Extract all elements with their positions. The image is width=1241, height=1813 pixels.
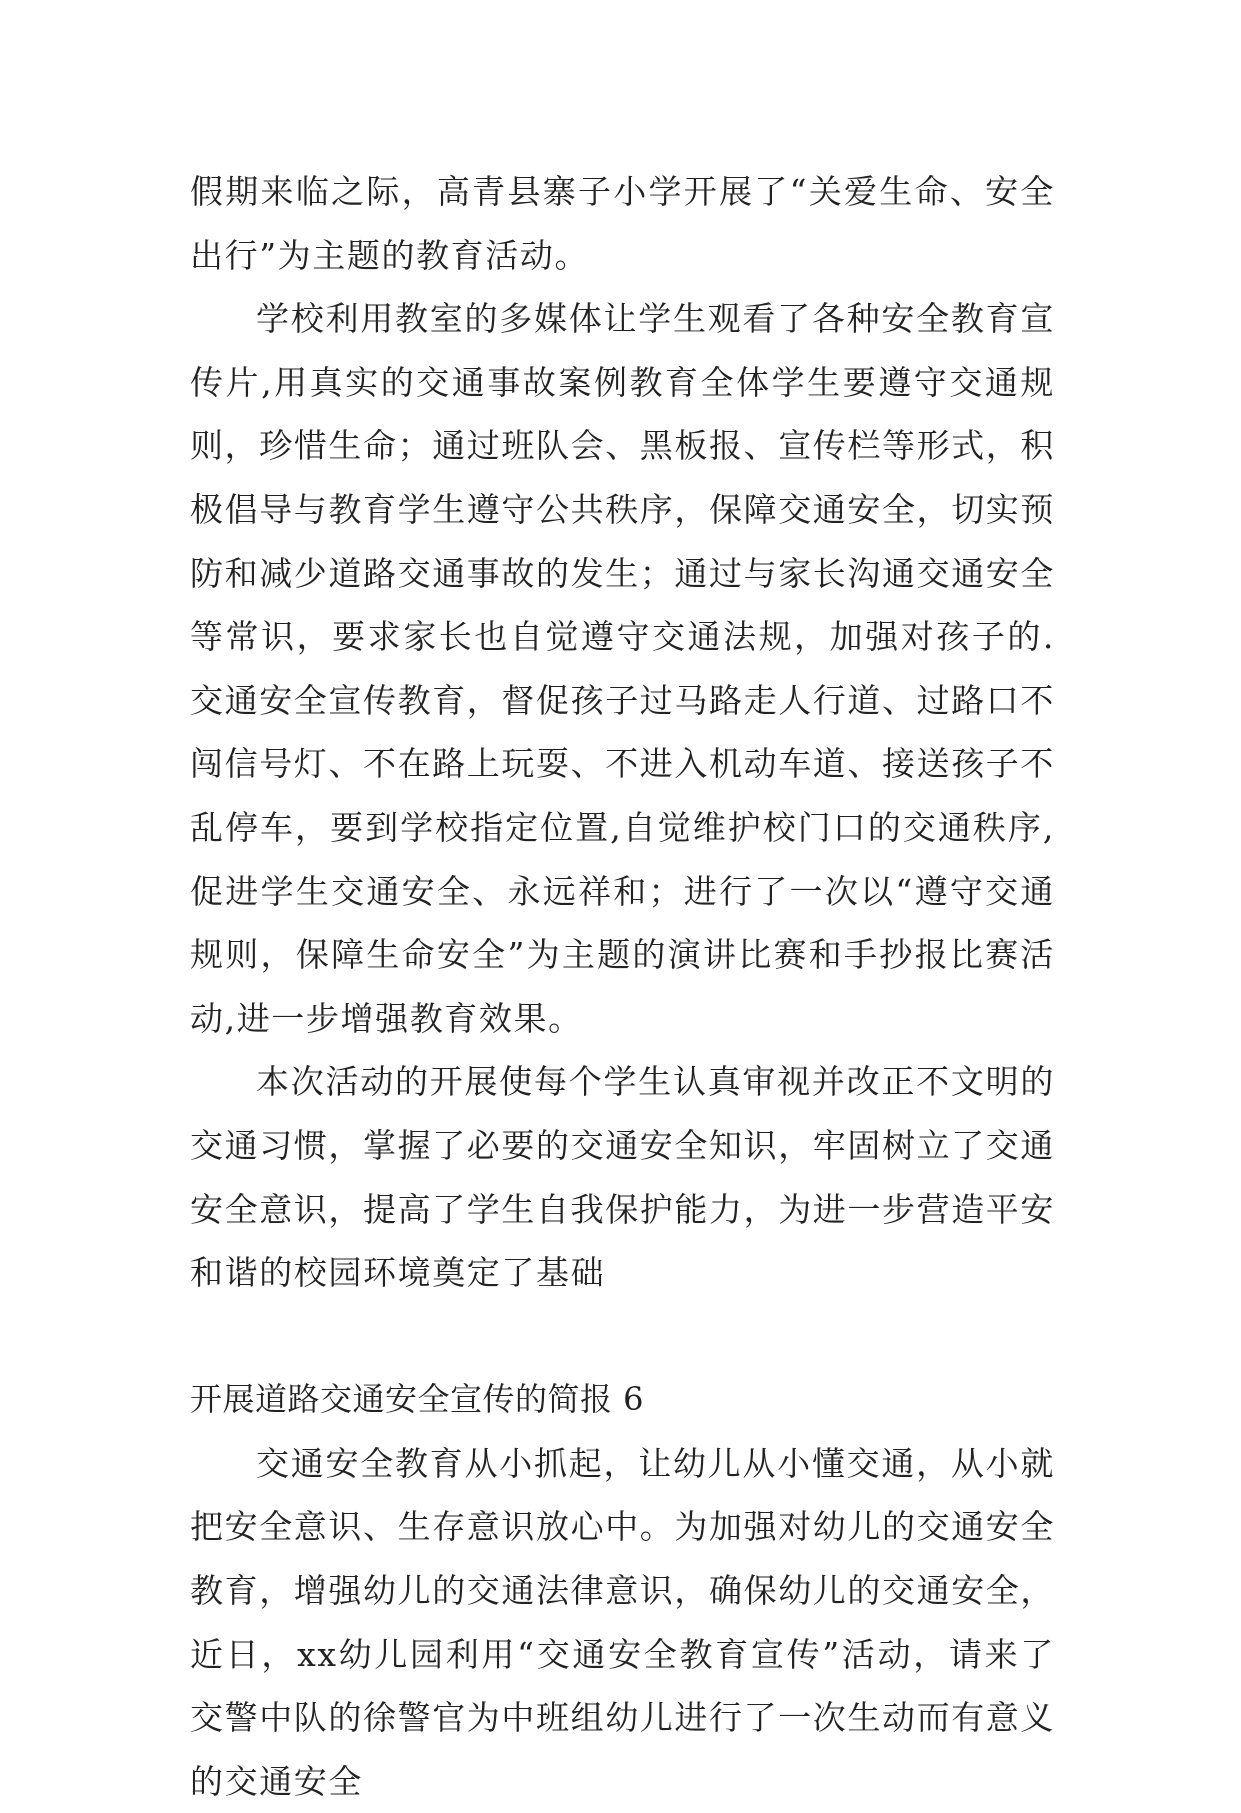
- paragraph-outcome: 本次活动的开展使每个学生认真审视并改正不文明的交通习惯，掌握了必要的交通安全知识，牢固树立了交通安全意识，提高了学生自我保护能力，为进一步营造平安和谐的校园环境奠定了基础: [190, 1062, 1055, 1293]
- document-body: [190, 160, 1055, 1813]
- section-title: 开展道路交通安全宣传的简报 6: [190, 1380, 645, 1419]
- paragraph-intro: 假期来临之际，高青县寨子小学开展了“关爱生命、安全出行”为主题的教育活动。: [190, 172, 1055, 275]
- paragraph-school-activities: 学校利用教室的多媒体让学生观看了各种安全教育宣传片,用真实的交通事故案例教育全体学生要遵守交通规则，珍惜生命；通过班队会、黑板报、宣传栏等形式，积极倡导与教育学生遵守公共秩序，保障交通安全，切实预防和减少道路交通事故的发生；通过与家长沟通交通安全等常识，要求家长也自觉遵守交通法规，加强对孩子的.交通安全宣传教育，督促孩子过马路走人行道、过路口不闯信号灯、不在路上玩耍、不进入机动车道、接送孩子不乱停车，要到学校指定位置,自觉维护校门口的交通秩序,促进学生交通安全、永远祥和；进行了一次以“遵守交通规则，保障生命安全”为主题的演讲比赛和手抄报比赛活动,进一步增强教育效果。: [190, 299, 1055, 1038]
- paragraph-kindergarten: 交通安全教育从小抓起，让幼儿从小懂交通，从小就把安全意识、生存意识放心中。为加强对幼儿的交通安全教育，增强幼儿的交通法律意识，确保幼儿的交通安全，近日，xx幼儿园利用“交通安全教育宣传”活动，请来了交警中队的徐警官为中班组幼儿进行了一次生动而有意义的交通安全: [190, 1443, 1055, 1801]
